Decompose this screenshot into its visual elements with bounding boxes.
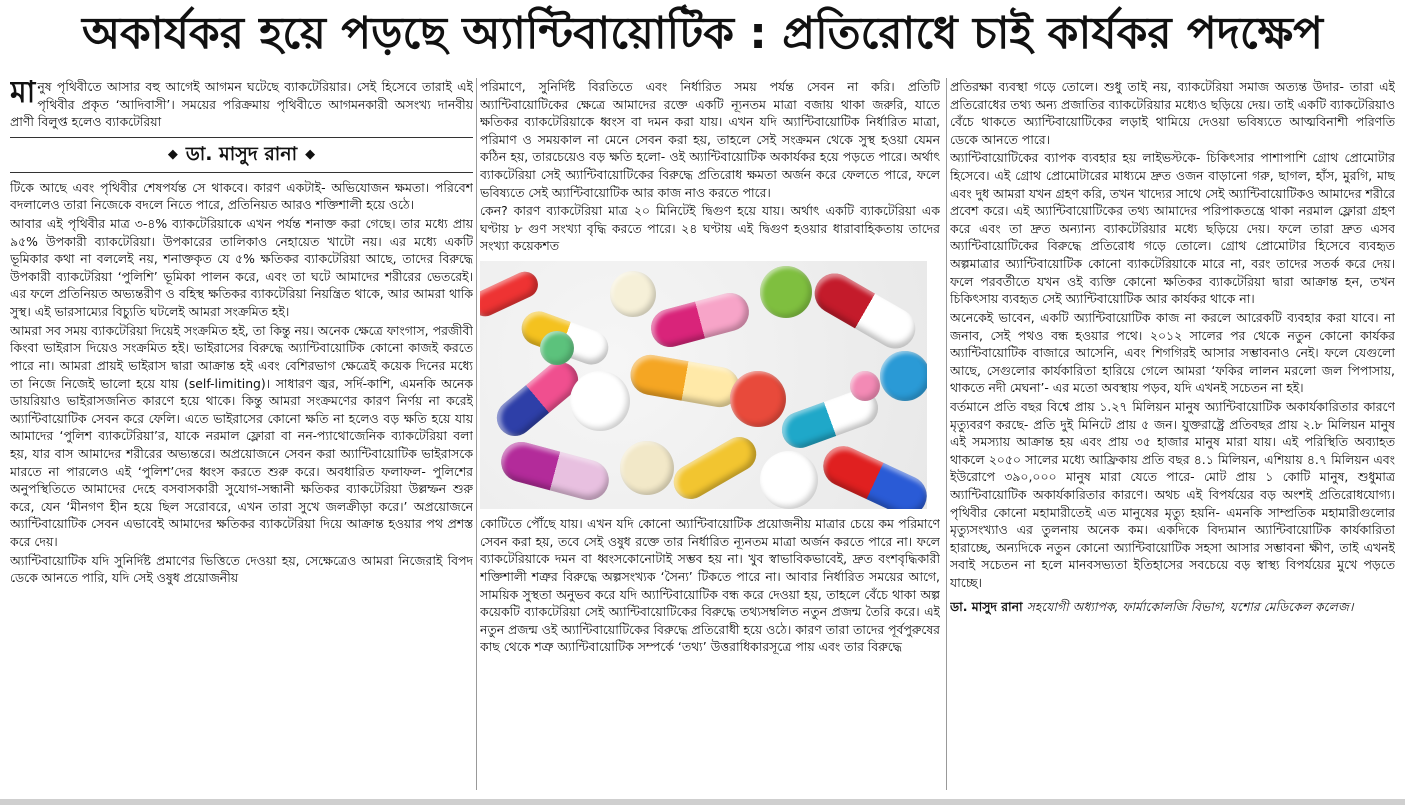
paragraph: অনেকেই ভাবেন, একটি অ্যান্টিবায়োটিক কাজ না করলে আরেকটি ব্যবহার করা যাবে। না জনাব, সেই পথও বন্ধ হওয়ার পথে। ২০১২ সালের পর থেকে নতুন কোনো কার্যকর অ্যান্টিবায়োটিক বাজারে আসেনি, এবং শিগগিরই আসার সম্ভাবনাও নেই। ফলে যেগুলো আছে, সেগুলোর কার্যকারিতা হারিয়ে গেলে আমরা ‘ফকির লালন মরলো জল পিপাসায়, থাকতে নদী মেঘনা’- এর মতো অবস্থায় পড়ব, যদি এখনই সচেতন না হই। <box>950 309 1395 396</box>
headline: অকার্যকর হয়ে পড়ছে অ্যান্টিবায়োটিক : প্রতিরোধে চাই কার্যকর পদক্ষেপ <box>81 7 1324 59</box>
paragraph: পরিমাণে, সুনির্দিষ্ট বিরতিতে এবং নির্ধারিত সময় পর্যন্ত সেবন না করি। প্রতিটি অ্যান্টিবায়োটিকের ক্ষেত্রে আমাদের রক্তে একটি ন্যূনতম মাত্রা বজায় থাকা জরুরি, যাতে ক্ষতিকর ব্যাকটেরিয়াকে ধ্বংস বা দমন করা যায়। এখন যদি অ্যান্টিবায়োটিক নির্ধারিত মাত্রা, পরিমাণ ও সময়কাল না মেনে সেবন করা হয়, তাহলে সেই সংক্রমন থেকে সুস্থ হওয়া যেমন কঠিন হয়, তারচেয়েও বড় ক্ষতি হলো- ওই অ্যান্টিবায়োটিক অকার্যকর হয়ে পড়তে পারে। অর্থাৎ ব্যাকটেরিয়া সেই অ্যান্টিবায়োটিকের বিরুদ্ধে প্রতিরোধ ক্ষমতা অর্জন করে ফেলতে পারে, ফলে ভবিষ্যতে সেই অ্যান্টিবায়োটিক আর কাজ নাও করতে পারে। <box>480 79 940 200</box>
paragraph: টিকে আছে এবং পৃথিবীর শেষপর্যন্ত সে থাকবে। কারণ একটাই- অভিযোজন ক্ষমতা। পরিবেশ বদলালেও তারা নিজেকে বদলে নিতে পারে, প্রতিনিয়ত আরও শক্তিশালী হয়ে ওঠে। <box>10 179 473 213</box>
pills-photo <box>480 261 927 509</box>
column-2 <box>480 78 940 793</box>
paragraph: আবার এই পৃথিবীর মাত্র ৩-৪% ব্যাকটেরিয়াকে এখন পর্যন্ত শনাক্ত করা গেছে। তার মধ্যে প্রায় ৯৫% উপকারী ব্যাকটেরিয়া। উপকারের তালিকাও নেহায়েত খাটো নয়। এর মধ্যে একটি ভূমিকার কথা না বললেই নয়, শনাক্তকৃত যে ৫% ক্ষতিকর ব্যাকটেরিয়া আছে, তাদের বিরুদ্ধে উপকারী ব্যাকটেরিয়া ‘পুলিশি’ ভূমিকা পালন করে, এবং তা ঘটে আমাদের শরীরের ভেতরেই। এর ফলে প্রতিনিয়ত অভ্যন্তরীণ ও বহিস্থ ক্ষতিকর ব্যাকটেরিয়া নিয়ন্ত্রিত থাকে, আর আমরা থাকি সুস্থ। এই ভারসাম্যের বিচ্যুতি ঘটলেই আমরা সংক্রমিত হই। <box>10 216 473 320</box>
column-divider <box>946 78 947 790</box>
column-1 <box>10 78 473 793</box>
paragraph: অ্যান্টিবায়োটিকের ব্যাপক ব্যবহার হয় লাইভস্টকে- চিকিৎসার পাশাপাশি গ্রোথ প্রোমোটার হিসেবে। এই গ্রোথ প্রোমোটারের মাধ্যমে দ্রুত ওজন বাড়ানো গরু, ছাগল, হাঁস, মুরগি, মাছ এবং দুধ আমরা যখন গ্রহণ করি, তখন খাদ্যের সাথে সেই অ্যান্টিবায়োটিকও আমাদের শরীরে প্রবেশ করে। এই অ্যান্টিবায়োটিকের তথ্য আমাদের পরিপাকতন্ত্রে থাকা নরমাল ফ্লোরা গ্রহণ করে এবং তা দ্রুত অন্যান্য ব্যাকটেরিয়ার মধ্যে ছড়িয়ে দেয়। ফলে তারা দ্রুত এসব অ্যান্টিবায়োটিকের বিরুদ্ধে প্রতিরোধ গড়ে তোলে। গ্রোথ প্রোমোটার হিসেবে ব্যবহৃত অল্পমাত্রার অ্যান্টিবায়োটিক কোনো ব্যাকটেরিয়াকে মারে না, বরং তাদের সতর্ক করে দেয়। ফলে পরবর্তীতে যখন ওই ব্যক্তি কোনো ক্ষতিকর ব্যাকটেরিয়া দ্বারা আক্রান্ত হন, তখন চিকিৎসায় ব্যবহৃত সেই অ্যান্টিবায়োটিক আর কার্যকর থাকে না। <box>950 150 1395 307</box>
dropcap: মা <box>10 78 36 110</box>
author-credit <box>950 598 1395 616</box>
bottom-rule <box>0 799 1405 805</box>
author-name: ডা. মাসুদ রানা <box>950 598 1023 614</box>
paragraph: বর্তমানে প্রতি বছর বিশ্বে প্রায় ১.২৭ মিলিয়ন মানুষ অ্যান্টিবায়োটিক অকার্যকারিতার কারণে মৃত্যুবরণ করছে- প্রতি দুই মিনিটে প্রায় ৫ জন। যুক্তরাষ্ট্রে প্রতিবছর প্রায় ২.৮ মিলিয়ন মানুষ এই সমস্যায় আক্রান্ত হয় এবং প্রায় ৩৫ হাজার মানুষ মারা যায়। এই পরিস্থিতি অব্যাহত থাকলে ২০৫০ সালের মধ্যে আফ্রিকায় প্রতি বছর ৪.১ মিলিয়ন, এশিয়ায় ৪.৭ মিলিয়ন এবং ইউরোপে ৩৯০,০০০ মানুষ মারা যেতে পারে- মোট প্রায় ১ কোটি মানুষ, শুধুমাত্র অ্যান্টিবায়োটিক অকার্যকারিতার কারণে। অথচ এই বিপর্যয়ের বড় অংশই প্রতিরোধযোগ্য। পৃথিবীর কোনো মহামারীতেই এত মানুষের মৃত্যু হয়নি- এমনকি সাম্প্রতিক মহামারীগুলোর মৃত্যুসংখ্যাও এর তুলনায় অনেক কম। একদিকে বিদ্যমান অ্যান্টিবায়োটিক কার্যকারিতা হারাচ্ছে, অন্যদিকে নতুন কোনো অ্যান্টিবায়োটিক সহসা আসার সম্ভাবনা ক্ষীণ, তাই এখনই সবাই সচেতন না হলে মানবসভ্যতা ইতিহাসের সবচেয়ে বড় স্বাস্থ্য বিপর্যয়ের মুখে পড়তে যাচ্ছে। <box>950 398 1395 591</box>
intro-text: নুষ পৃথিবীতে আসার বহু আগেই আগমন ঘটেছে ব্যাকটেরিয়ার। সেই হিসেবে তারাই এই পৃথিবীর প্রকৃত ‘আদিবাসী’। সময়ের পরিক্রমায় পৃথিবীতে আগমনকারী অসংখ্য দানবীয় প্রাণী বিলুপ্ত হলেও ব্যাকটেরিয়া <box>10 79 473 130</box>
paragraph: প্রতিরক্ষা ব্যবস্থা গড়ে তোলে। শুধু তাই নয়, ব্যাকটেরিয়া সমাজ অত্যন্ত উদার- তারা এই প্রতিরোধের তথ্য অন্য প্রজাতির ব্যাকটেরিয়ার মধ্যেও ছড়িয়ে দেয়। তাই একটি ব্যাকটেরিয়াও বেঁচে থাকতে অ্যান্টিবায়োটিকের লড়াই থামিয়ে দেওয়া ভবিষ্যতে আত্মবিনাশী পরিণতি ডেকে আনতে পারে। <box>950 79 1395 147</box>
paragraph: কেন? কারণ ব্যাকটেরিয়া মাত্র ২০ মিনিটেই দ্বিগুণ হয়ে যায়। অর্থাৎ একটি ব্যাকটেরিয়া এক ঘণ্টায় ৮ গুণ সংখ্যা বৃদ্ধি করতে পারে। ২৪ ঘণ্টায় এই দ্বিগুণ হওয়ার ধারাবাহিকতায় তাদের সংখ্যা কয়েকশত <box>480 203 940 254</box>
intro-paragraph <box>10 78 473 131</box>
author-role: সহযোগী অধ্যাপক, ফার্মাকোলজি বিভাগ, যশোর মেডিকেল কলেজ। <box>1026 598 1354 614</box>
diamond-icon: ◆ <box>305 146 316 162</box>
paragraph: আমরা সব সময় ব্যাকটেরিয়া দিয়েই সংক্রমিত হই, তা কিন্তু নয়। অনেক ক্ষেত্রে ফাংগাস, পরজীবী কিংবা ভাইরাস দিয়েও সংক্রমিত হই। ভাইরাসের বিরুদ্ধে অ্যান্টিবায়োটিক কোনো কাজই করতে পারে না। আমরা প্রায়ই ভাইরাস দ্বারা আক্রান্ত হই এবং বেশিরভাগ ক্ষেত্রেই কয়েক দিনের মধ্যে তা নিজে নিজেই ভালো হয়ে যায় (self-limiting)। সাধারণ জ্বর, সর্দি-কাশি, এমনকি অনেক ডায়রিয়াও ভাইরাসজনিত কারণে হয়ে থাকে। কিন্তু আমরা সংক্রমণের কারণ নির্ণয় না করেই অ্যান্টিবায়োটিক সেবন করে ফেলি। এতে ভাইরাসের কোনো ক্ষতি না হলেও বড় ক্ষতি হয়ে যায় আমাদের ‘পুলিশ ব্যাকটেরিয়া’র, যাকে নরমাল ফ্লোরা বা নন-প্যাথোজেনিক ব্যাকটেরিয়া বলা হয়, যার বাস আমাদের শরীরের অভ্যন্তরে। অপ্রয়োজনে সেবন করা অ্যান্টিবায়োটিক ভাইরাসকে মারতে না পারলেও এই ‘পুলিশ’দের ধ্বংস করতে শুরু করে। অবধারিত ফলাফল- পুলিশের অনুপস্থিতিতে আমাদের দেহে বসবাসকারী সুযোগ-সন্ধানী ক্ষতিকর ব্যাকটেরিয়া উল্লম্ফন শুরু করে, যেন ‘মীনগণ হীন হয়ে ছিল সরোবরে, এখন তারা সুখে জলক্রীড়া করে।’ অপ্রয়োজনে অ্যান্টিবায়োটিক সেবন এভাবেই আমাদের ক্ষতিকর ব্যাকটেরিয়া দিয়ে আক্রান্ত হওয়ার পথ প্রশস্ত করে দেয়। <box>10 322 473 550</box>
diamond-icon: ◆ <box>167 146 178 162</box>
column-3 <box>950 78 1395 793</box>
paragraph: অ্যান্টিবায়োটিক যদি সুনির্দিষ্ট প্রমাণের ভিত্তিতে দেওয়া হয়, সেক্ষেত্রেও আমরা নিজেরাই বিপদ ডেকে আনতে পারি, যদি সেই ওষুধ প্রয়োজনীয় <box>10 552 473 586</box>
byline: ডা. মাসুদ রানা <box>185 143 298 166</box>
byline-box <box>10 137 473 173</box>
column-divider <box>476 78 477 790</box>
paragraph: কোটিতে পৌঁছে যায়। এখন যদি কোনো অ্যান্টিবায়োটিক প্রয়োজনীয় মাত্রার চেয়ে কম পরিমাণে সেবন করা হয়, তবে সেই ওষুধ রক্তে তার নির্ধারিত ন্যূনতম মাত্রা অর্জন করতে পারে না। ফলে ব্যাকটেরিয়াকে দমন বা ধ্বংসকোনোটাই সম্ভব হয় না। খুব স্বাভাবিকভাবেই, দ্রুত বংশবৃদ্ধিকারী শক্তিশালী শত্রুর বিরুদ্ধে অল্পসংখ্যক ‘সৈন্য’ টিকতে পারে না। আবার নির্ধারিত সময়ের আগে, সাময়িক সুস্থতা অনুভব করে যদি অ্যান্টিবায়োটিক বন্ধ করে দেওয়া হয়, তাহলে বেঁচে থাকা অল্প কয়েকটি ব্যাকটেরিয়া সেই অ্যান্টিবায়োটিকের বিরুদ্ধে তথ্যসম্বলিত নতুন প্রজন্ম তৈরি করে। এই নতুন প্রজন্ম ওই অ্যান্টিবায়োটিকের বিরুদ্ধে প্রতিরোধী হয়ে ওঠে। কারণ তারা তাদের পূর্বপুরুষের কাছ থেকে শত্রু অ্যান্টিবায়োটিক সম্পর্কে ‘তথ্য’ উত্তরাধিকারসূত্রে পায় এবং তার বিরুদ্ধে <box>480 516 940 655</box>
